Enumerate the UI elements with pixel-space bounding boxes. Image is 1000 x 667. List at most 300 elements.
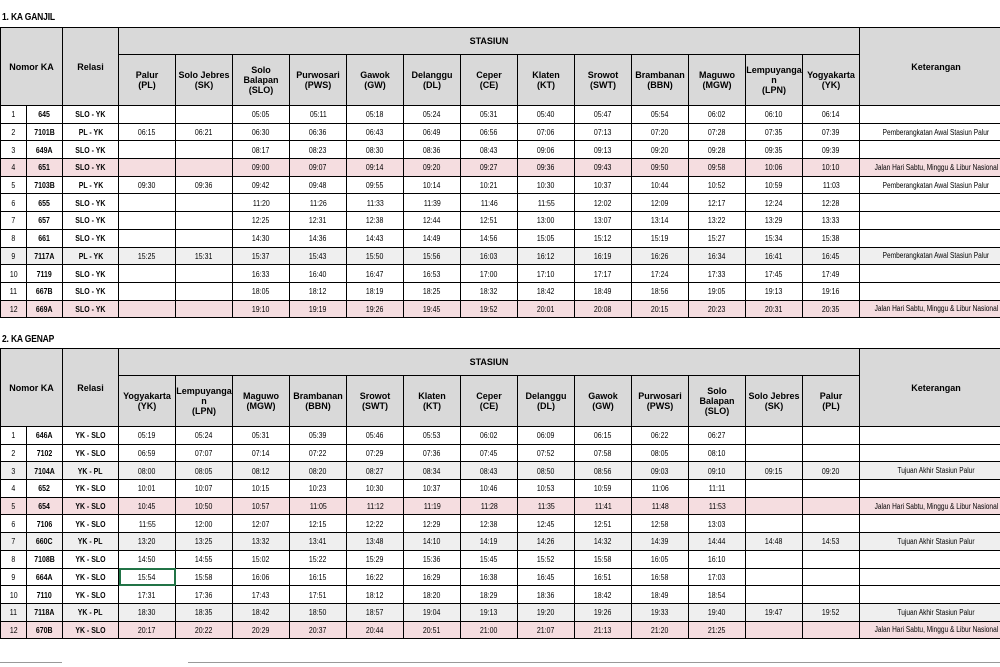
train-number-cell[interactable]: 667B	[27, 282, 63, 300]
time-cell[interactable]: 08:20	[290, 462, 347, 480]
keterangan-cell[interactable]	[860, 427, 1000, 445]
time-cell[interactable]: 09:42	[233, 176, 290, 194]
train-number-cell[interactable]: 7110	[27, 586, 63, 604]
time-cell[interactable]: 20:15	[632, 300, 689, 318]
time-cell[interactable]: 16:45	[803, 247, 860, 265]
time-cell[interactable]: 16:51	[575, 568, 632, 586]
row-number-cell[interactable]: 9	[1, 247, 27, 265]
time-cell[interactable]: 18:12	[290, 282, 347, 300]
time-cell[interactable]: 10:53	[518, 480, 575, 498]
relasi-cell[interactable]: SLO - YK	[63, 229, 119, 247]
time-cell[interactable]: 17:45	[746, 265, 803, 283]
row-number-cell[interactable]: 4	[1, 480, 27, 498]
relasi-cell[interactable]: YK - SLO	[63, 550, 119, 568]
time-cell[interactable]: 13:41	[290, 533, 347, 551]
time-cell[interactable]: 18:12	[347, 586, 404, 604]
row-number-cell[interactable]: 1	[1, 427, 27, 445]
time-cell[interactable]	[803, 427, 860, 445]
row-number-cell[interactable]: 9	[1, 568, 27, 586]
time-cell[interactable]: 09:14	[347, 159, 404, 177]
time-cell[interactable]: 07:45	[461, 444, 518, 462]
time-cell[interactable]: 18:42	[518, 282, 575, 300]
time-cell[interactable]: 07:29	[347, 444, 404, 462]
time-cell[interactable]: 19:20	[518, 603, 575, 621]
train-number-cell[interactable]: 661	[27, 229, 63, 247]
time-cell[interactable]: 08:34	[404, 462, 461, 480]
time-cell[interactable]: 10:50	[176, 497, 233, 515]
time-cell[interactable]: 09:28	[689, 141, 746, 159]
time-cell[interactable]: 19:05	[689, 282, 746, 300]
time-cell[interactable]: 18:19	[347, 282, 404, 300]
time-cell[interactable]: 11:55	[518, 194, 575, 212]
time-cell[interactable]: 10:21	[461, 176, 518, 194]
time-cell[interactable]: 09:03	[632, 462, 689, 480]
keterangan-cell[interactable]: Jalan Hari Sabtu, Minggu & Libur Nasional	[860, 497, 1000, 515]
time-cell[interactable]: 13:03	[689, 515, 746, 533]
time-cell[interactable]: 16:40	[290, 265, 347, 283]
time-cell[interactable]: 18:54	[689, 586, 746, 604]
time-cell[interactable]: 05:19	[119, 427, 176, 445]
train-number-cell[interactable]: 646A	[27, 427, 63, 445]
train-number-cell[interactable]: 7108B	[27, 550, 63, 568]
relasi-cell[interactable]: YK - PL	[63, 462, 119, 480]
time-cell[interactable]: 08:12	[233, 462, 290, 480]
time-cell[interactable]: 15:52	[518, 550, 575, 568]
time-cell[interactable]: 20:29	[233, 621, 290, 639]
time-cell[interactable]: 09:20	[803, 462, 860, 480]
row-number-cell[interactable]: 3	[1, 141, 27, 159]
time-cell[interactable]: 07:07	[176, 444, 233, 462]
time-cell[interactable]	[803, 550, 860, 568]
time-cell[interactable]	[119, 265, 176, 283]
time-cell[interactable]	[746, 427, 803, 445]
time-cell[interactable]: 11:53	[689, 497, 746, 515]
row-number-cell[interactable]: 5	[1, 497, 27, 515]
relasi-cell[interactable]: SLO - YK	[63, 194, 119, 212]
time-cell[interactable]	[803, 444, 860, 462]
time-cell[interactable]: 19:26	[575, 603, 632, 621]
time-cell[interactable]: 10:59	[575, 480, 632, 498]
time-cell[interactable]: 17:24	[632, 265, 689, 283]
time-cell[interactable]: 06:49	[404, 123, 461, 141]
time-cell[interactable]: 09:13	[575, 141, 632, 159]
time-cell[interactable]: 06:22	[632, 427, 689, 445]
time-cell[interactable]: 08:17	[233, 141, 290, 159]
row-number-cell[interactable]: 10	[1, 586, 27, 604]
time-cell[interactable]: 15:19	[632, 229, 689, 247]
time-cell[interactable]: 14:32	[575, 533, 632, 551]
time-cell[interactable]: 12:22	[347, 515, 404, 533]
time-cell[interactable]: 18:25	[404, 282, 461, 300]
time-cell[interactable]	[119, 282, 176, 300]
train-number-cell[interactable]: 649A	[27, 141, 63, 159]
time-cell[interactable]	[119, 229, 176, 247]
time-cell[interactable]: 06:30	[233, 123, 290, 141]
time-cell[interactable]: 06:09	[518, 427, 575, 445]
time-cell[interactable]: 18:49	[575, 282, 632, 300]
relasi-cell[interactable]: YK - SLO	[63, 586, 119, 604]
time-cell[interactable]	[746, 586, 803, 604]
time-cell[interactable]: 10:37	[575, 176, 632, 194]
time-cell[interactable]: 10:46	[461, 480, 518, 498]
relasi-cell[interactable]: SLO - YK	[63, 282, 119, 300]
row-number-cell[interactable]: 6	[1, 515, 27, 533]
time-cell[interactable]: 14:55	[176, 550, 233, 568]
time-cell[interactable]: 08:27	[347, 462, 404, 480]
time-cell[interactable]: 07:14	[233, 444, 290, 462]
time-cell[interactable]: 10:52	[689, 176, 746, 194]
time-cell[interactable]: 06:59	[119, 444, 176, 462]
time-cell[interactable]: 21:25	[689, 621, 746, 639]
time-cell[interactable]: 10:59	[746, 176, 803, 194]
row-number-cell[interactable]: 7	[1, 212, 27, 230]
time-cell[interactable]: 12:45	[518, 515, 575, 533]
keterangan-cell[interactable]: Tujuan Akhir Stasiun Palur	[860, 462, 1000, 480]
relasi-cell[interactable]: YK - SLO	[63, 480, 119, 498]
relasi-cell[interactable]: SLO - YK	[63, 265, 119, 283]
row-number-cell[interactable]: 4	[1, 159, 27, 177]
keterangan-cell[interactable]: Tujuan Akhir Stasiun Palur	[860, 603, 1000, 621]
time-cell[interactable]: 14:10	[404, 533, 461, 551]
keterangan-cell[interactable]: Pemberangkatan Awal Stasiun Palur	[860, 176, 1000, 194]
time-cell[interactable]: 09:50	[632, 159, 689, 177]
time-cell[interactable]: 17:43	[233, 586, 290, 604]
time-cell[interactable]: 07:35	[746, 123, 803, 141]
row-number-cell[interactable]: 10	[1, 265, 27, 283]
time-cell[interactable]: 09:15	[746, 462, 803, 480]
time-cell[interactable]: 08:43	[461, 141, 518, 159]
time-cell[interactable]: 11:33	[347, 194, 404, 212]
keterangan-cell[interactable]	[860, 550, 1000, 568]
relasi-cell[interactable]: YK - PL	[63, 533, 119, 551]
time-cell[interactable]	[176, 106, 233, 124]
time-cell[interactable]: 10:01	[119, 480, 176, 498]
time-cell[interactable]: 11:19	[404, 497, 461, 515]
time-cell[interactable]	[803, 480, 860, 498]
time-cell[interactable]: 05:31	[233, 427, 290, 445]
time-cell[interactable]: 18:57	[347, 603, 404, 621]
time-cell[interactable]: 09:48	[290, 176, 347, 194]
time-cell[interactable]: 16:53	[404, 265, 461, 283]
time-cell[interactable]: 07:39	[803, 123, 860, 141]
time-cell[interactable]: 18:42	[575, 586, 632, 604]
time-cell[interactable]: 19:13	[746, 282, 803, 300]
time-cell[interactable]: 15:31	[176, 247, 233, 265]
time-cell[interactable]: 16:19	[575, 247, 632, 265]
row-number-cell[interactable]: 5	[1, 176, 27, 194]
time-cell[interactable]: 19:13	[461, 603, 518, 621]
time-cell[interactable]: 12:09	[632, 194, 689, 212]
time-cell[interactable]: 13:25	[176, 533, 233, 551]
row-number-cell[interactable]: 12	[1, 621, 27, 639]
time-cell[interactable]: 06:43	[347, 123, 404, 141]
time-cell[interactable]	[176, 212, 233, 230]
time-cell[interactable]: 15:58	[575, 550, 632, 568]
time-cell[interactable]: 17:33	[689, 265, 746, 283]
time-cell[interactable]: 18:29	[461, 586, 518, 604]
time-cell[interactable]: 05:24	[404, 106, 461, 124]
time-cell[interactable]: 05:05	[233, 106, 290, 124]
time-cell[interactable]: 10:44	[632, 176, 689, 194]
time-cell[interactable]: 20:37	[290, 621, 347, 639]
time-cell[interactable]: 13:48	[347, 533, 404, 551]
relasi-cell[interactable]: SLO - YK	[63, 141, 119, 159]
time-cell[interactable]: 16:03	[461, 247, 518, 265]
time-cell[interactable]: 06:10	[746, 106, 803, 124]
time-cell[interactable]: 06:27	[689, 427, 746, 445]
time-cell[interactable]: 19:45	[404, 300, 461, 318]
time-cell[interactable]: 19:26	[347, 300, 404, 318]
time-cell[interactable]: 18:35	[176, 603, 233, 621]
row-number-cell[interactable]: 2	[1, 444, 27, 462]
time-cell[interactable]: 08:30	[347, 141, 404, 159]
time-cell[interactable]: 15:27	[689, 229, 746, 247]
time-cell[interactable]: 09:06	[518, 141, 575, 159]
keterangan-cell[interactable]	[860, 444, 1000, 462]
time-cell[interactable]: 16:33	[233, 265, 290, 283]
time-cell[interactable]: 16:05	[632, 550, 689, 568]
keterangan-cell[interactable]	[860, 229, 1000, 247]
time-cell[interactable]: 18:30	[119, 603, 176, 621]
time-cell[interactable]: 15:45	[461, 550, 518, 568]
time-cell[interactable]: 10:23	[290, 480, 347, 498]
time-cell[interactable]: 12:02	[575, 194, 632, 212]
row-number-cell[interactable]: 1	[1, 106, 27, 124]
time-cell[interactable]	[746, 480, 803, 498]
time-cell[interactable]: 07:22	[290, 444, 347, 462]
time-cell[interactable]: 08:05	[632, 444, 689, 462]
time-cell[interactable]: 16:26	[632, 247, 689, 265]
time-cell[interactable]: 17:10	[518, 265, 575, 283]
time-cell[interactable]: 07:06	[518, 123, 575, 141]
time-cell[interactable]: 11:46	[461, 194, 518, 212]
time-cell[interactable]: 20:23	[689, 300, 746, 318]
train-number-cell[interactable]: 7119	[27, 265, 63, 283]
time-cell[interactable]: 15:50	[347, 247, 404, 265]
time-cell[interactable]: 15:29	[347, 550, 404, 568]
time-cell[interactable]: 08:56	[575, 462, 632, 480]
train-number-cell[interactable]: 645	[27, 106, 63, 124]
time-cell[interactable]: 18:50	[290, 603, 347, 621]
time-cell[interactable]: 10:37	[404, 480, 461, 498]
time-cell[interactable]: 11:06	[632, 480, 689, 498]
time-cell[interactable]: 09:36	[176, 176, 233, 194]
time-cell[interactable]: 16:15	[290, 568, 347, 586]
time-cell[interactable]	[176, 141, 233, 159]
keterangan-cell[interactable]: Jalan Hari Sabtu, Minggu & Libur Nasional	[860, 621, 1000, 639]
time-cell[interactable]: 14:56	[461, 229, 518, 247]
time-cell[interactable]: 12:25	[233, 212, 290, 230]
time-cell[interactable]	[176, 159, 233, 177]
time-cell[interactable]: 19:19	[290, 300, 347, 318]
time-cell[interactable]: 07:13	[575, 123, 632, 141]
time-cell[interactable]: 09:36	[518, 159, 575, 177]
time-cell[interactable]: 06:14	[803, 106, 860, 124]
time-cell[interactable]: 09:20	[404, 159, 461, 177]
time-cell[interactable]: 14:39	[632, 533, 689, 551]
time-cell[interactable]: 17:51	[290, 586, 347, 604]
train-number-cell[interactable]: 664A	[27, 568, 63, 586]
time-cell[interactable]: 13:33	[803, 212, 860, 230]
time-cell[interactable]: 14:36	[290, 229, 347, 247]
time-cell[interactable]: 17:49	[803, 265, 860, 283]
train-number-cell[interactable]: 7103B	[27, 176, 63, 194]
time-cell[interactable]	[176, 300, 233, 318]
relasi-cell[interactable]: YK - PL	[63, 603, 119, 621]
time-cell[interactable]: 09:27	[461, 159, 518, 177]
time-cell[interactable]: 15:25	[119, 247, 176, 265]
time-cell[interactable]: 19:16	[803, 282, 860, 300]
time-cell[interactable]: 05:39	[290, 427, 347, 445]
time-cell[interactable]: 05:11	[290, 106, 347, 124]
time-cell[interactable]: 12:28	[803, 194, 860, 212]
time-cell[interactable]: 14:19	[461, 533, 518, 551]
time-cell[interactable]: 18:32	[461, 282, 518, 300]
time-cell[interactable]	[119, 300, 176, 318]
time-cell[interactable]: 20:22	[176, 621, 233, 639]
time-cell[interactable]: 10:45	[119, 497, 176, 515]
time-cell[interactable]: 06:15	[575, 427, 632, 445]
time-cell[interactable]: 12:00	[176, 515, 233, 533]
time-cell[interactable]: 08:05	[176, 462, 233, 480]
time-cell[interactable]: 13:14	[632, 212, 689, 230]
time-cell[interactable]: 19:52	[461, 300, 518, 318]
time-cell[interactable]: 10:57	[233, 497, 290, 515]
row-number-cell[interactable]: 8	[1, 550, 27, 568]
train-number-cell[interactable]: 651	[27, 159, 63, 177]
time-cell[interactable]: 08:36	[404, 141, 461, 159]
time-cell[interactable]: 17:00	[461, 265, 518, 283]
time-cell[interactable]: 20:31	[746, 300, 803, 318]
time-cell[interactable]: 13:32	[233, 533, 290, 551]
keterangan-cell[interactable]: Pemberangkatan Awal Stasiun Palur	[860, 247, 1000, 265]
time-cell[interactable]: 21:00	[461, 621, 518, 639]
time-cell[interactable]: 09:58	[689, 159, 746, 177]
time-cell[interactable]	[803, 497, 860, 515]
time-cell[interactable]: 17:31	[119, 586, 176, 604]
time-cell[interactable]: 19:33	[632, 603, 689, 621]
time-cell[interactable]: 19:04	[404, 603, 461, 621]
time-cell[interactable]: 20:01	[518, 300, 575, 318]
row-number-cell[interactable]: 3	[1, 462, 27, 480]
train-number-cell[interactable]: 669A	[27, 300, 63, 318]
time-cell[interactable]: 18:49	[632, 586, 689, 604]
time-cell[interactable]: 07:58	[575, 444, 632, 462]
keterangan-cell[interactable]: Pemberangkatan Awal Stasiun Palur	[860, 123, 1000, 141]
time-cell[interactable]: 07:36	[404, 444, 461, 462]
time-cell[interactable]: 12:29	[404, 515, 461, 533]
time-cell[interactable]: 19:10	[233, 300, 290, 318]
time-cell[interactable]: 09:00	[233, 159, 290, 177]
keterangan-cell[interactable]	[860, 194, 1000, 212]
train-number-cell[interactable]: 660C	[27, 533, 63, 551]
time-cell[interactable]: 05:18	[347, 106, 404, 124]
time-cell[interactable]	[746, 621, 803, 639]
time-cell[interactable]: 08:23	[290, 141, 347, 159]
time-cell[interactable]: 13:29	[746, 212, 803, 230]
train-number-cell[interactable]: 7102	[27, 444, 63, 462]
time-cell[interactable]: 06:02	[689, 106, 746, 124]
keterangan-cell[interactable]: Jalan Hari Sabtu, Minggu & Libur Nasional	[860, 300, 1000, 318]
time-cell[interactable]: 08:50	[518, 462, 575, 480]
time-cell[interactable]: 06:56	[461, 123, 518, 141]
time-cell[interactable]	[119, 141, 176, 159]
time-cell[interactable]: 16:10	[689, 550, 746, 568]
keterangan-cell[interactable]: Tujuan Akhir Stasiun Palur	[860, 533, 1000, 551]
time-cell[interactable]: 15:05	[518, 229, 575, 247]
time-cell[interactable]: 20:51	[404, 621, 461, 639]
time-cell[interactable]: 16:34	[689, 247, 746, 265]
train-number-cell[interactable]: 652	[27, 480, 63, 498]
time-cell[interactable]	[746, 568, 803, 586]
relasi-cell[interactable]: YK - SLO	[63, 427, 119, 445]
keterangan-cell[interactable]	[860, 282, 1000, 300]
time-cell[interactable]: 20:35	[803, 300, 860, 318]
time-cell[interactable]: 17:36	[176, 586, 233, 604]
time-cell[interactable]: 09:10	[689, 462, 746, 480]
relasi-cell[interactable]: SLO - YK	[63, 212, 119, 230]
time-cell[interactable]: 18:36	[518, 586, 575, 604]
time-cell[interactable]: 12:38	[347, 212, 404, 230]
time-cell[interactable]: 09:07	[290, 159, 347, 177]
time-cell[interactable]: 15:36	[404, 550, 461, 568]
train-number-cell[interactable]: 657	[27, 212, 63, 230]
time-cell[interactable]: 12:51	[575, 515, 632, 533]
time-cell[interactable]	[803, 586, 860, 604]
time-cell[interactable]: 15:12	[575, 229, 632, 247]
time-cell[interactable]: 05:31	[461, 106, 518, 124]
time-cell[interactable]: 11:05	[290, 497, 347, 515]
time-cell[interactable]: 12:24	[746, 194, 803, 212]
time-cell[interactable]	[803, 568, 860, 586]
time-cell[interactable]: 16:38	[461, 568, 518, 586]
time-cell[interactable]: 15:37	[233, 247, 290, 265]
train-number-cell[interactable]: 7106	[27, 515, 63, 533]
time-cell[interactable]: 15:38	[803, 229, 860, 247]
time-cell[interactable]: 05:24	[176, 427, 233, 445]
time-cell[interactable]: 21:20	[632, 621, 689, 639]
time-cell[interactable]: 16:45	[518, 568, 575, 586]
time-cell[interactable]: 15:58	[176, 568, 233, 586]
row-number-cell[interactable]: 11	[1, 603, 27, 621]
time-cell[interactable]: 10:07	[176, 480, 233, 498]
time-cell[interactable]: 11:41	[575, 497, 632, 515]
time-cell[interactable]: 21:13	[575, 621, 632, 639]
row-number-cell[interactable]: 2	[1, 123, 27, 141]
time-cell[interactable]: 14:50	[119, 550, 176, 568]
time-cell[interactable]: 10:30	[518, 176, 575, 194]
time-cell[interactable]	[746, 515, 803, 533]
time-cell[interactable]: 06:15	[119, 123, 176, 141]
time-cell[interactable]: 09:43	[575, 159, 632, 177]
time-cell[interactable]: 18:05	[233, 282, 290, 300]
time-cell[interactable]	[803, 515, 860, 533]
time-cell[interactable]: 08:00	[119, 462, 176, 480]
time-cell[interactable]: 11:48	[632, 497, 689, 515]
time-cell[interactable]: 11:55	[119, 515, 176, 533]
time-cell[interactable]: 11:12	[347, 497, 404, 515]
time-cell[interactable]: 14:30	[233, 229, 290, 247]
time-cell[interactable]	[746, 550, 803, 568]
time-cell[interactable]: 12:31	[290, 212, 347, 230]
keterangan-cell[interactable]	[860, 141, 1000, 159]
time-cell[interactable]: 12:17	[689, 194, 746, 212]
relasi-cell[interactable]: YK - SLO	[63, 515, 119, 533]
keterangan-cell[interactable]	[860, 568, 1000, 586]
relasi-cell[interactable]: YK - SLO	[63, 621, 119, 639]
time-cell[interactable]: 15:34	[746, 229, 803, 247]
keterangan-cell[interactable]	[860, 265, 1000, 283]
